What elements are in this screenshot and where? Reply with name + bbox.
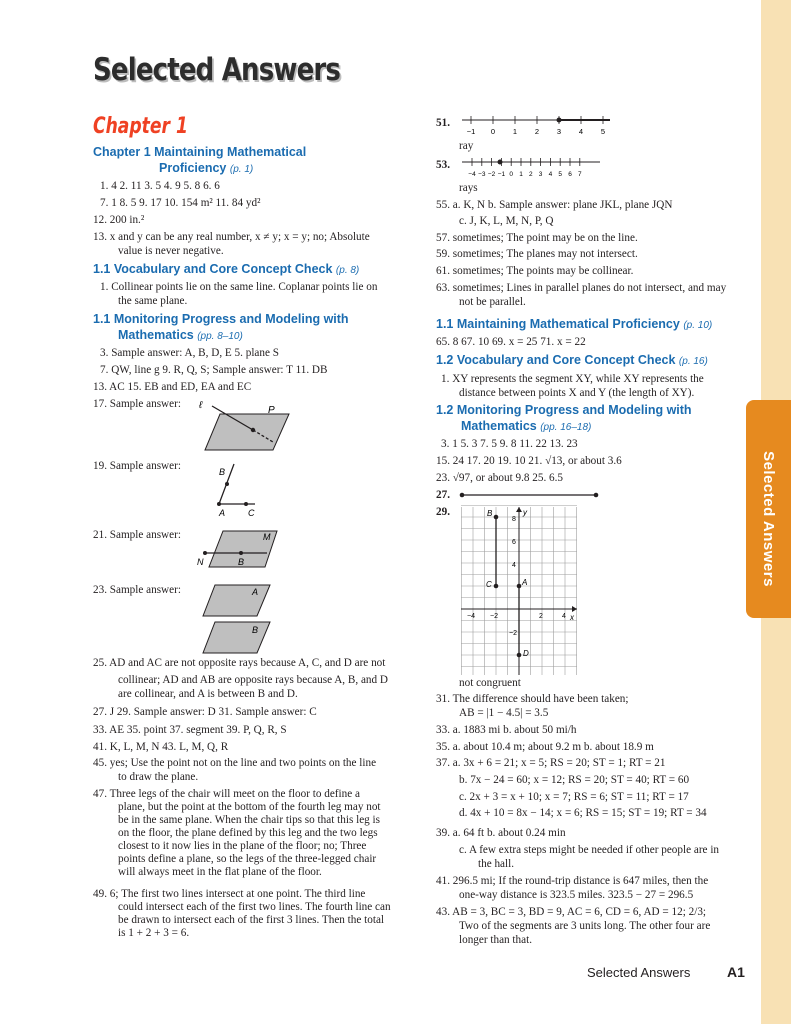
tick-label: 4 (512, 562, 516, 569)
page-ref: (p. 10) (683, 320, 713, 331)
answer-row: Two of the segments are 3 units long. The other four are (459, 920, 711, 932)
answer-row: longer than that. (459, 934, 533, 946)
chapter-title: Chapter 1 (93, 114, 188, 139)
figure-17-plane (195, 400, 295, 456)
coordinate-grid-29 (459, 505, 579, 677)
point-label-n: N (197, 557, 204, 567)
answer-row: 39. a. 64 ft b. about 0.24 min (436, 827, 566, 839)
answer-row: value is never negative. (118, 245, 224, 257)
answer-row: 1. Collinear points lie on the same line. Coplanar points lie on (100, 281, 378, 293)
tick-label: −2 (490, 613, 498, 620)
answer-row: d. 4x + 10 = 8x − 14; x = 6; RS = 15; ST = 19; RT = 34 (459, 807, 707, 819)
answer-text: ray (459, 140, 474, 152)
point-label-c: C (248, 508, 255, 518)
answer-row: 23. Sample answer: (93, 584, 181, 596)
plane-label: P (268, 405, 275, 416)
figure-23-parallel-planes (195, 582, 285, 656)
answer-row: the same plane. (118, 295, 188, 307)
tick-label: 4 (548, 171, 553, 178)
heading-line-1: 1.1 Monitoring Progress and Modeling with (93, 312, 349, 326)
answer-line: be in the same plane. When the chair tips so that this leg is (118, 814, 381, 826)
answer-row: 61. sometimes; The points may be collinear. (436, 265, 634, 277)
answer-line: on the floor, the plane defined by this leg and the two legs (118, 827, 378, 839)
point-label-b: B (219, 467, 226, 477)
answer-row: AB = |1 − 4.5| = 3.5 (459, 707, 549, 719)
answer-row: 7. 1 8. 5 9. 17 10. 154 m² 11. 84 yd² (100, 197, 261, 209)
plane-label-m: M (263, 532, 271, 542)
heading-line-1: 1.2 Monitoring Progress and Modeling with (436, 403, 692, 417)
page-ref: (p. 1) (229, 164, 254, 175)
page-ref: (pp. 16–18) (540, 422, 592, 433)
tick-label: −2 (509, 630, 517, 637)
page-ref: (pp. 8–10) (197, 331, 243, 342)
tick-label: 8 (512, 516, 516, 523)
answer-row: 27. J 29. Sample answer: D 31. Sample answer: C (93, 706, 317, 718)
heading-monitoring-1-2 (436, 402, 692, 436)
heading-text: 1.1 Vocabulary and Core Concept Check (93, 262, 333, 276)
tick-label: −2 (487, 171, 496, 178)
plane-label-b: B (252, 625, 259, 635)
tick-label: −1 (466, 127, 476, 136)
answer-row: b. 7x − 24 = 60; x = 12; RS = 20; ST = 40; RT = 60 (459, 774, 690, 786)
point-label-a: A (522, 578, 528, 587)
heading-maintaining-proficiency (93, 144, 306, 178)
tick-label: 4 (578, 127, 584, 136)
answer-row: 17. Sample answer: (93, 398, 181, 410)
tick-label: 1 (512, 127, 518, 136)
answer-line: plane, but the point at the bottom of the fourth leg may not (118, 801, 381, 813)
answer-row: distance between points X and Y (the length of XY). (459, 387, 695, 399)
heading-vocab-1-2 (436, 352, 708, 370)
answer-row: 23. √97, or about 9.8 25. 6.5 (436, 472, 564, 484)
question-number: 53. (436, 159, 450, 171)
answer-row: 41. 296.5 mi; If the round-trip distance is 647 miles, then the (436, 875, 709, 887)
number-line-53 (460, 152, 610, 180)
question-number: 27. (436, 489, 450, 501)
answer-row: 13. x and y can be any real number, x ≠ y; x = y; no; Absolute (93, 231, 370, 243)
answer-row: 13. AC 15. EB and ED, EA and EC (93, 381, 252, 393)
heading-monitoring-1-1 (93, 311, 349, 345)
answer-row: 1. XY represents the segment XY, while XY represents the (441, 373, 704, 385)
answer-line: be drawn to intersect each of the first 3 lines. Then the total (118, 914, 385, 926)
tick-label: 5 (600, 127, 606, 136)
answer-line: closest to it now lies in the plane of the floor; no; Three (118, 840, 367, 852)
line-label: ℓ (199, 400, 203, 411)
number-line-51 (460, 110, 620, 138)
tick-label: 0 (509, 171, 514, 178)
point-label-a: A (219, 508, 226, 518)
segment-27 (456, 488, 606, 502)
answer-row: 12. 200 in.² (93, 214, 145, 226)
answer-row: 31. The difference should have been taken; (436, 693, 629, 705)
question-number: 51. (436, 117, 450, 129)
answer-row: 35. a. about 10.4 m; about 9.2 m b. about 18.9 m (436, 741, 654, 753)
answer-line: 49. 6; The first two lines intersect at one point. The third line (93, 888, 366, 900)
heading-line-2: Proficiency (159, 161, 227, 175)
tick-label: 3 (556, 127, 562, 136)
point-label-d: D (523, 649, 529, 658)
answer-row: 15. 24 17. 20 19. 10 21. √13, or about 3.6 (436, 455, 622, 467)
tick-label: −4 (468, 171, 476, 178)
answer-row: 33. AE 35. point 37. segment 39. P, Q, R, S (93, 724, 287, 736)
footer-page-number: A1 (727, 964, 745, 980)
answer-row: are collinear, and A is between B and D. (118, 688, 298, 700)
answer-row: 7. QW, line g 9. R, Q, S; Sample answer: T 11. DB (100, 364, 328, 376)
question-number: 29. (436, 506, 450, 518)
answer-row: 63. sometimes; Lines in parallel planes do not intersect, and may (436, 282, 727, 294)
point-label-b2: B (238, 557, 245, 567)
answer-row: 25. AD and AC are not opposite rays because A, C, and D are not (93, 657, 386, 669)
answer-row: the hall. (478, 858, 515, 870)
point-label-c: C (486, 580, 492, 589)
answer-text: rays (459, 182, 478, 194)
answer-row: 41. K, L, M, N 43. L, M, Q, R (93, 741, 229, 753)
footer-label: Selected Answers (587, 965, 691, 980)
page-ref: (p. 16) (678, 356, 708, 367)
tick-label: 5 (558, 171, 563, 178)
answer-line: 47. Three legs of the chair will meet on the floor to define a (93, 788, 360, 800)
answer-row: 3. Sample answer: A, B, D, E 5. plane S (100, 347, 279, 359)
axis-label-y: y (523, 508, 527, 517)
page-title: Selected Answers (93, 52, 341, 88)
heading-text: 1.2 Vocabulary and Core Concept Check (436, 353, 676, 367)
answer-row: 65. 8 67. 10 69. x = 25 71. x = 22 (436, 336, 586, 348)
answer-row: 19. Sample answer: (93, 460, 181, 472)
tick-label: 7 (577, 171, 582, 178)
answer-row: 3. 1 5. 3 7. 5 9. 8 11. 22 13. 23 (441, 438, 578, 450)
tick-label: 2 (528, 171, 533, 178)
heading-text: 1.1 Maintaining Mathematical Proficiency (436, 317, 680, 331)
answer-row: 1. 4 2. 11 3. 5 4. 9 5. 8 6. 6 (100, 180, 220, 192)
answer-row: c. J, K, L, M, N, P, Q (459, 215, 554, 227)
plane-label-a: A (252, 587, 259, 597)
point-label-b: B (487, 509, 493, 518)
answer-row: 55. a. K, N b. Sample answer: plane JKL, plane JQN (436, 199, 673, 211)
heading-line-1: Chapter 1 Maintaining Mathematical (93, 145, 307, 159)
tick-label: 6 (512, 539, 516, 546)
answer-row: to draw the plane. (118, 771, 199, 783)
answer-row: collinear; AD and AB are opposite rays because A, B, and D (118, 674, 388, 686)
answer-row: 57. sometimes; The point may be on the line. (436, 232, 638, 244)
tick-label: 2 (534, 127, 540, 136)
answer-row: c. A few extra steps might be needed if other people are in (459, 844, 720, 856)
answer-line: is 1 + 2 + 3 = 6. (118, 927, 190, 939)
tick-label: −1 (497, 171, 506, 178)
tick-label: 6 (568, 171, 572, 178)
answer-text: not congruent (459, 677, 521, 689)
answer-row: 21. Sample answer: (93, 529, 181, 541)
answer-row: one-way distance is 323.5 miles. 323.5 − 27 = 296.5 (459, 889, 694, 901)
answer-line: could intersect each of the first two lines. The fourth line can (118, 901, 391, 913)
figure-21-plane (195, 527, 285, 571)
answer-49 (93, 888, 391, 940)
tick-label: −4 (467, 613, 475, 620)
tick-label: 3 (538, 171, 543, 178)
answer-row: 37. a. 3x + 6 = 21; x = 5; RS = 20; ST = 1; RT = 21 (436, 757, 666, 769)
tick-label: 1 (519, 171, 523, 178)
figure-19-angle (200, 460, 270, 520)
page-ref: (p. 8) (335, 265, 360, 276)
tick-label: 4 (562, 613, 566, 620)
tick-label: 0 (490, 127, 496, 136)
answer-line: will always meet in the flat plane of the floor. (118, 866, 322, 878)
heading-line-2: Mathematics (118, 328, 194, 342)
answer-row: 33. a. 1883 mi b. about 50 mi/h (436, 724, 577, 736)
answer-row: 59. sometimes; The planes may not intersect. (436, 248, 638, 260)
heading-maintaining-1-1 (436, 316, 712, 334)
answer-47 (93, 788, 381, 879)
heading-vocab-1-1 (93, 261, 359, 279)
heading-line-2: Mathematics (461, 419, 537, 433)
answer-line: points define a plane, so the legs of the three-legged chair (118, 853, 377, 865)
answer-row: 45. yes; Use the point not on the line and two points on the line (93, 757, 377, 769)
axis-label-x: x (570, 613, 574, 622)
answer-row: not be parallel. (459, 296, 526, 308)
tick-label: 2 (539, 613, 543, 620)
section-tab-label: Selected Answers (760, 451, 777, 587)
answer-row: c. 2x + 3 = x + 10; x = 7; RS = 6; ST = 11; RT = 17 (459, 791, 689, 803)
tick-label: −3 (478, 171, 486, 178)
answer-row: 43. AB = 3, BC = 3, BD = 9, AC = 6, CD = 6, AD = 12; 2/3; (436, 906, 707, 918)
